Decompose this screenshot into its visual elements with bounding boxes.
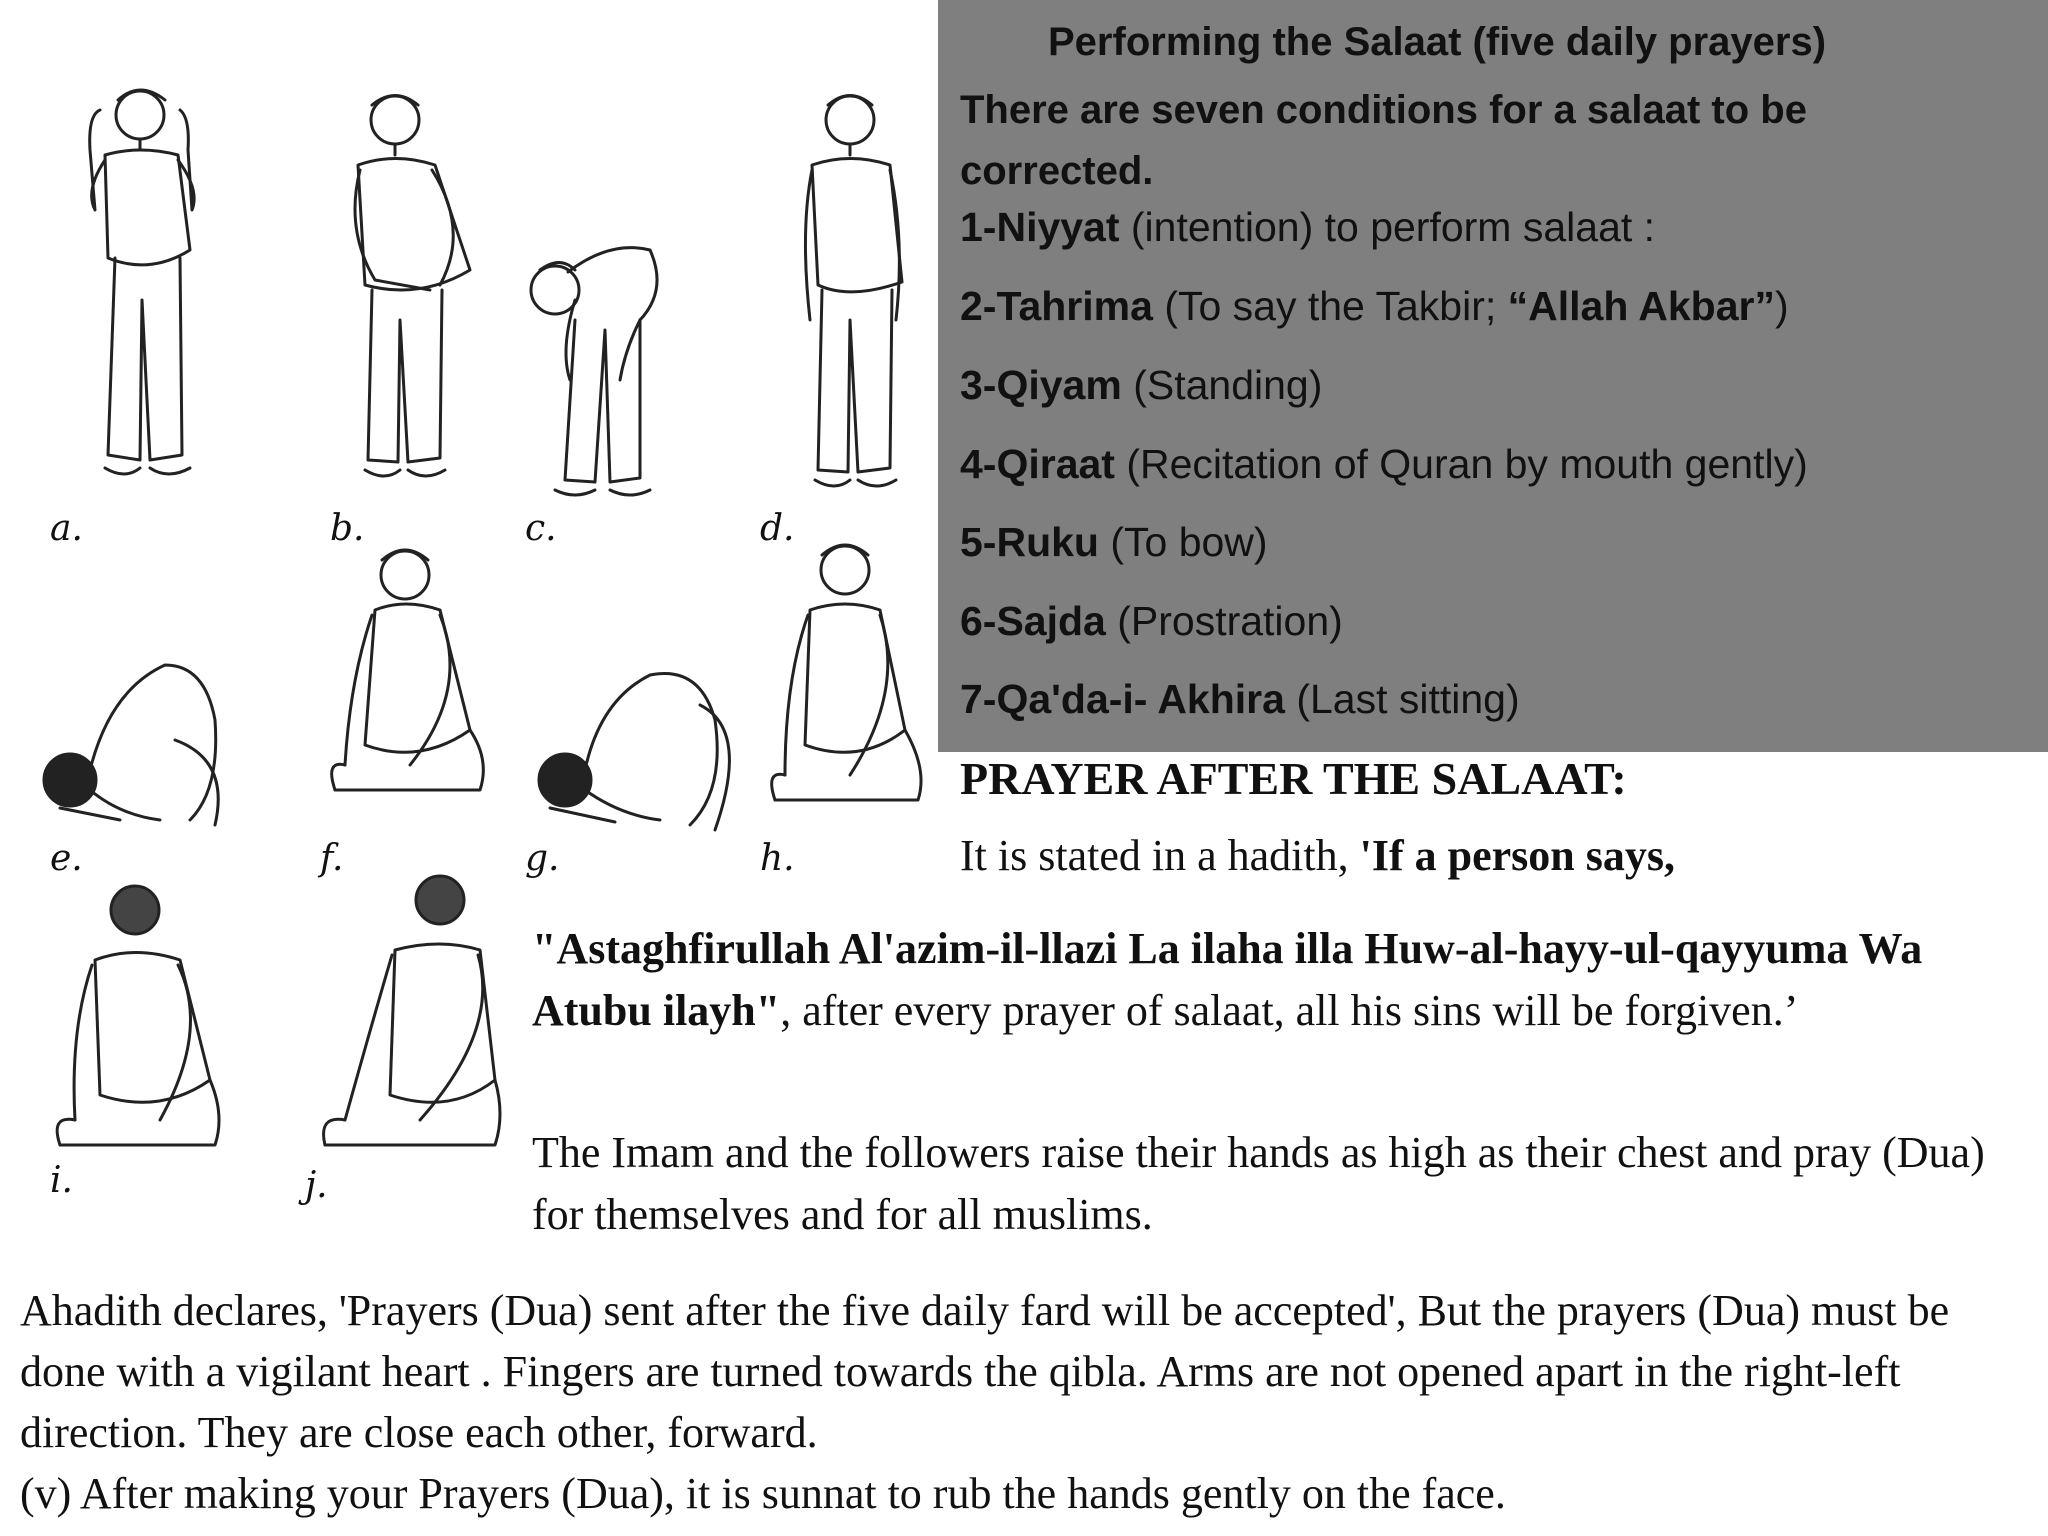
figure-label-b: b. (330, 508, 365, 549)
condition-3: 3-Qiyam (Standing) (960, 362, 1323, 408)
figure-label-i: i. (50, 1160, 73, 1201)
hadith-quote: "Astaghfirullah Al'azim-il-llazi La ilaha illa Huw-al-hayy-ul-qayyuma Wa Atubu ilayh", after every prayer of salaat, all his sins will be forgiven.’ (532, 924, 1923, 1035)
section-heading: PRAYER AFTER THE SALAAT: (960, 753, 1627, 804)
figure-label-e: e. (50, 838, 83, 879)
figure-i-salam-right (57, 886, 219, 1145)
figure-b-qiyam (355, 96, 470, 477)
hadith-intro: It is stated in a hadith, 'If a person says, (960, 831, 1675, 880)
prayer-positions-illustration (0, 0, 938, 1230)
figure-g-sajda (539, 673, 729, 830)
figure-f-jalsa (332, 550, 484, 790)
figure-label-c: c. (525, 508, 557, 549)
figure-label-f: f. (320, 838, 344, 879)
box-intro: There are seven conditions for a salaat to be corrected. (960, 88, 1807, 193)
figure-label-g: g. (525, 838, 560, 879)
figure-e-sajda (44, 665, 218, 825)
condition-6: 6-Sajda (Prostration) (960, 598, 1343, 644)
figure-label-h: h. (760, 838, 795, 879)
figure-h-qada (772, 545, 921, 800)
condition-1: 1-Niyyat (intention) to perform salaat : (960, 204, 1656, 250)
imam-paragraph: The Imam and the followers raise their hands as high as their chest and pray (Dua) for themselves and for all muslims. (532, 1128, 1985, 1239)
figure-d-qawmah (805, 96, 902, 487)
figure-j-salam-left (324, 876, 500, 1145)
ahadith-paragraph: Ahadith declares, 'Prayers (Dua) sent after the five daily fard will be accepted', But the prayers (Dua) must be done with a vigilant heart . Fingers are turned towards the qibla. Arms are not opened apart in the right-left direction. They are close each other, forward. (v) After making your Prayers (Dua), it is sunnat to rub the hands gently on the face. (20, 1286, 1950, 1518)
figure-a-takbir (90, 90, 194, 474)
figure-label-d: d. (760, 508, 795, 549)
condition-4: 4-Qiraat (Recitation of Quran by mouth gently) (960, 441, 1808, 487)
condition-5: 5-Ruku (To bow) (960, 519, 1268, 565)
condition-7: 7-Qa'da-i- Akhira (Last sitting) (960, 676, 1520, 722)
figure-label-j: j. (305, 1165, 328, 1206)
box-title: Performing the Salaat (five daily prayers) (1048, 20, 1827, 64)
condition-2: 2-Tahrima (To say the Takbir; “Allah Akbar”) (960, 283, 1789, 329)
figure-label-a: a. (50, 508, 83, 549)
figure-c-ruku (531, 248, 657, 495)
